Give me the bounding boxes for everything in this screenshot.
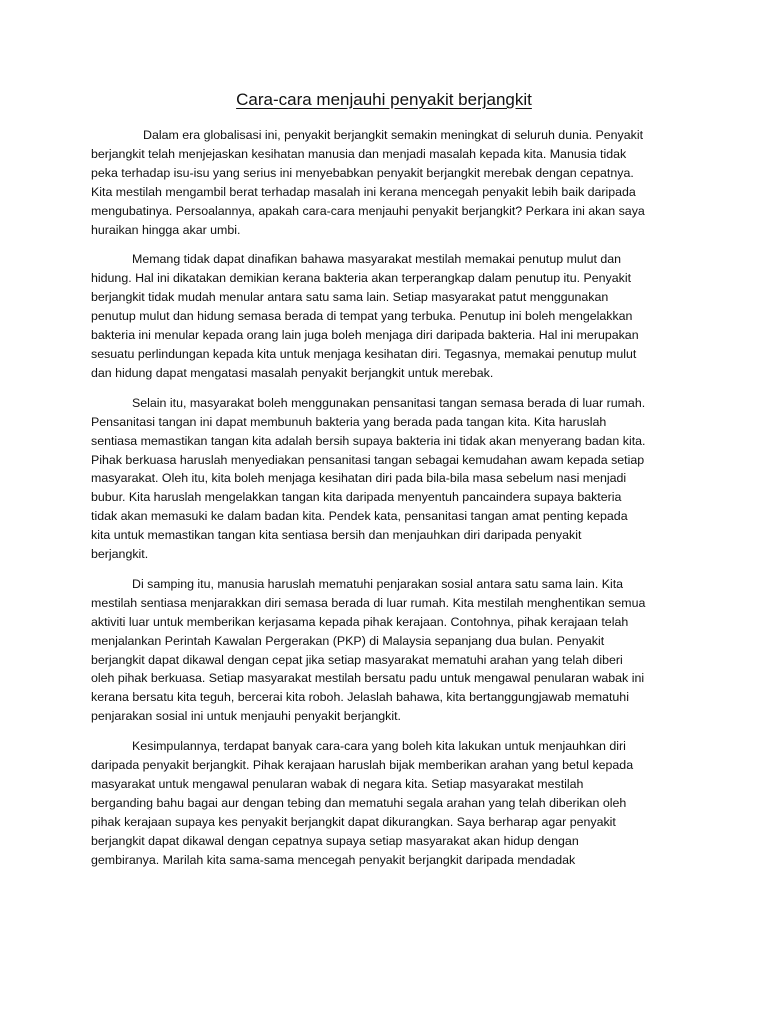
paragraph-hand-sanitizer: [91, 394, 681, 564]
text-line: masyarakat untuk mengawal penularan wabak di negara kita. Setiap masyarakat mestilah: [91, 777, 584, 791]
text-line: Memang tidak dapat dinafikan bahawa masyarakat mestilah memakai penutup mulut dan: [132, 252, 622, 267]
paragraph-social-distancing: [91, 575, 681, 726]
text-line: gembiranya. Marilah kita sama-sama mencegah penyakit berjangkit daripada mendadak: [91, 852, 576, 867]
text-line: penutup mulut dan hidung semasa berada di tempat yang terbuka. Penutup ini boleh mengelakkan: [91, 309, 633, 324]
document-body: [91, 126, 681, 881]
text-line: menjalankan Perintah Kawalan Pergerakan (PKP) di Malaysia sepanjang dua bulan. Penyakit: [91, 633, 605, 648]
text-line: Selain itu, masyarakat boleh menggunakan pensanitasi tangan semasa berada di luar rumah.: [132, 395, 646, 410]
text-line: kerana bersatu kita teguh, bercerai kita roboh. Jelaslah bahawa, kita bertanggungjawab mematuhi: [91, 690, 629, 705]
text-line: Kesimpulannya, terdapat banyak cara-cara yang boleh kita lakukan untuk menjauhkan diri: [132, 739, 626, 754]
text-line: dan hidung dapat mengatasi masalah penyakit berjangkit untuk merebak.: [91, 365, 494, 380]
text-line: Pihak berkuasa haruslah menyediakan pensanitasi tangan sebagai kemudahan awam kepada setiap: [91, 452, 645, 467]
text-line: daripada penyakit berjangkit. Pihak kerajaan haruslah bijak memberikan arahan yang betul kepada: [91, 758, 634, 773]
document-title: Cara-cara menjauhi penyakit berjangkit: [236, 90, 532, 109]
text-line: oleh pihak berkuasa. Setiap masyarakat mestilah bersatu padu untuk mengawal penularan wabak ini: [91, 671, 645, 686]
text-line: berganding bahu bagai aur dengan tebing dan mematuhi segala arahan yang telah diberikan oleh: [91, 795, 627, 810]
text-line: Di samping itu, manusia haruslah mematuhi penjarakan sosial antara satu sama lain. Kita: [132, 576, 624, 591]
text-line: berjangkit.: [91, 547, 149, 562]
text-line: masyarakat. Oleh itu, kita boleh menjaga kesihatan diri pada bila-bila masa sebelum nasi menjadi: [91, 471, 627, 486]
text-line: mengubatinya. Persoalannya, apakah cara-cara menjauhi penyakit berjangkit? Perkara ini akan saya: [91, 203, 645, 218]
paragraph-face-mask: [91, 250, 681, 382]
text-line: sentiasa memastikan tangan kita adalah bersih supaya bakteria ini tidak akan menyerang badan kita.: [91, 433, 646, 448]
text-line: tidak akan memasuki ke dalam badan kita. Pendek kata, pensanitasi tangan amat penting kepada: [91, 509, 628, 524]
text-line: Dalam era globalisasi ini, penyakit berjangkit semakin meningkat di seluruh dunia. Penyakit: [143, 128, 644, 142]
text-line: berjangkit tidak mudah menular antara satu sama lain. Setiap masyarakat patut menggunakan: [91, 290, 609, 305]
text-line: bubur. Kita haruslah mengelakkan tangan kita daripada menyentuh pancaindera supaya bakteria: [91, 490, 622, 505]
text-line: aktiviti luar untuk memberikan kerjasama kepada pihak kerajaan. Contohnya, pihak kerajaan telah: [91, 614, 629, 629]
text-line: berjangkit telah menjejaskan kesihatan manusia dan menjadi masalah kepada kita. Manusia tidak: [91, 146, 627, 161]
text-line: berjangkit dapat dikawal dengan cepatnya supaya setiap masyarakat akan hidup dengan: [91, 833, 579, 848]
text-line: sesuatu perlindungan kepada kita untuk menjaga kesihatan diri. Tegasnya, memakai penutup mulut: [91, 346, 637, 361]
text-line: huraikan hingga akar umbi.: [91, 222, 241, 237]
text-line: Kita mestilah mengambil berat terhadap masalah ini kerana mencegah penyakit lebih baik daripada: [91, 184, 636, 199]
text-line: mestilah sentiasa menjarakkan diri semasa berada di luar rumah. Kita mestilah menghentikan semua: [91, 595, 646, 610]
text-line: bakteria ini menular kepada orang lain juga boleh menjaga diri daripada bakteria. Hal ini merupakan: [91, 328, 639, 343]
text-line: kita untuk memastikan tangan kita sentiasa bersih dan menjauhkan diri daripada penyakit: [91, 528, 582, 543]
paragraph-introduction: [91, 126, 681, 239]
text-line: berjangkit dapat dikawal dengan cepat jika setiap masyarakat mematuhi arahan yang telah diberi: [91, 652, 623, 667]
text-line: Pensanitasi tangan ini dapat membunuh bakteria yang berada pada tangan kita. Kita haruslah: [91, 414, 607, 429]
text-line: pihak kerajaan supaya kes penyakit berjangkit dapat dikurangkan. Saya berharap agar penyakit: [91, 814, 616, 829]
text-line: penjarakan sosial ini untuk menjauhi penyakit berjangkit.: [91, 709, 401, 724]
paragraph-conclusion: [91, 737, 681, 869]
text-line: hidung. Hal ini dikatakan demikian kerana bakteria akan terperangkap dalam penutup itu. Penyakit: [91, 271, 632, 286]
text-line: peka terhadap isu-isu yang serius ini menyebabkan penyakit berjangkit merebak dengan cepatnya.: [91, 165, 634, 180]
